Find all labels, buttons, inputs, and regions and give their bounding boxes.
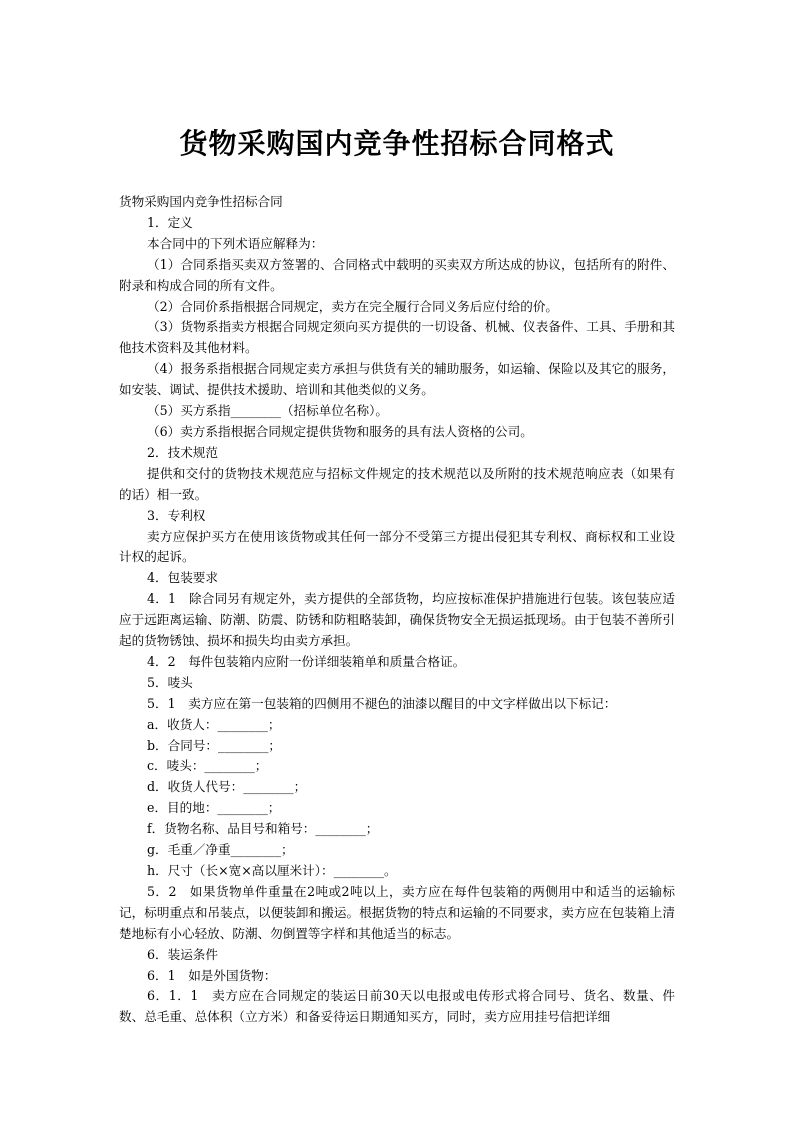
document-title: 货物采购国内竞争性招标合同格式 <box>179 127 615 160</box>
paragraph: （6）卖方系指根据合同规定提供货物和服务的具有法人资格的公司。 <box>147 423 533 439</box>
paragraph: （5）买方系指________（招标单位名称）。 <box>147 403 388 419</box>
paragraph: e．目的地：________； <box>147 800 281 816</box>
paragraph: 3．专利权 <box>147 507 206 523</box>
paragraph: 5．唛头 <box>147 674 193 690</box>
paragraph: 1．定义 <box>147 214 193 230</box>
paragraph: （4）报务系指根据合同规定卖方承担与供货有关的辅助服务，如运输、保险以及其它的服务，如安装、调试、提供技术援助、培训和其他类似的义务。 <box>119 361 675 398</box>
paragraph: c．唛头：________； <box>147 758 268 774</box>
paragraph: 6．1 如是外国货物： <box>147 967 277 983</box>
paragraph: 6．1．1 卖方应在合同规定的装运日前30天以电报或电传形式将合同号、货名、数量、件数、总毛重、总体积（立方米）和备妥待运日期通知买方，同时，卖方应用挂号信把详细 <box>119 988 675 1025</box>
paragraph: （2）合同价系指根据合同规定，卖方在完全履行合同义务后应付给的价。 <box>147 298 559 314</box>
paragraph: d．收货人代号：________； <box>147 779 307 795</box>
paragraph: 提供和交付的货物技术规范应与招标文件规定的技术规范以及所附的技术规范响应表（如果有的话）相一致。 <box>119 465 675 502</box>
paragraph: 6．装运条件 <box>147 946 218 962</box>
paragraph: 卖方应保护买方在使用该货物或其任何一部分不受第三方提出侵犯其专利权、商标权和工业设计权的起诉。 <box>119 528 675 565</box>
paragraph: a．收货人：________； <box>147 716 281 732</box>
paragraph: （3）货物系指卖方根据合同规定须向买方提供的一切设备、机械、仪表备件、工具、手册和其他技术资料及其他材料。 <box>119 319 675 356</box>
paragraph: （1）合同系指买卖双方签署的、合同格式中载明的买卖双方所达成的协议，包括所有的附件、附录和构成合同的所有文件。 <box>119 256 675 293</box>
paragraph: 4．1 除合同另有规定外，卖方提供的全部货物，均应按标准保护措施进行包装。该包装应适应于远距离运输、防潮、防震、防锈和防粗略装卸，确保货物安全无损运抵现场。由于包装不善所引起的货物锈蚀、损坏和损失均由卖方承担。 <box>119 591 675 649</box>
paragraph: g．毛重／净重________； <box>147 842 294 858</box>
paragraph: h．尺寸（长×宽×高以厘米计）：________。 <box>147 863 397 878</box>
paragraph: b．合同号：________； <box>147 737 281 753</box>
paragraph: 本合同中的下列术语应解释为： <box>147 235 324 251</box>
paragraph: 2．技术规范 <box>147 444 218 460</box>
paragraph: 5．1 卖方应在第一包装箱的四侧用不褪色的油漆以醒目的中文字样做出以下标记： <box>147 695 617 711</box>
paragraph: 货物采购国内竞争性招标合同 <box>119 194 283 209</box>
paragraph: 4．2 每件包装箱内应附一份详细装箱单和质量合格证。 <box>147 653 466 669</box>
document-body <box>119 192 675 1028</box>
paragraph: f．货物名称、品目号和箱号：________； <box>147 821 379 837</box>
paragraph: 4．包装要求 <box>147 570 218 586</box>
paragraph: 5．2 如果货物单件重量在2吨或2吨以上，卖方应在每件包装箱的两侧用中和适当的运输标记，标明重点和吊装点，以便装卸和搬运。根据货物的特点和运输的不同要求，卖方应在包装箱上清楚地标有小心轻放、防潮、勿倒置等字样和其他适当的标志。 <box>119 883 675 941</box>
